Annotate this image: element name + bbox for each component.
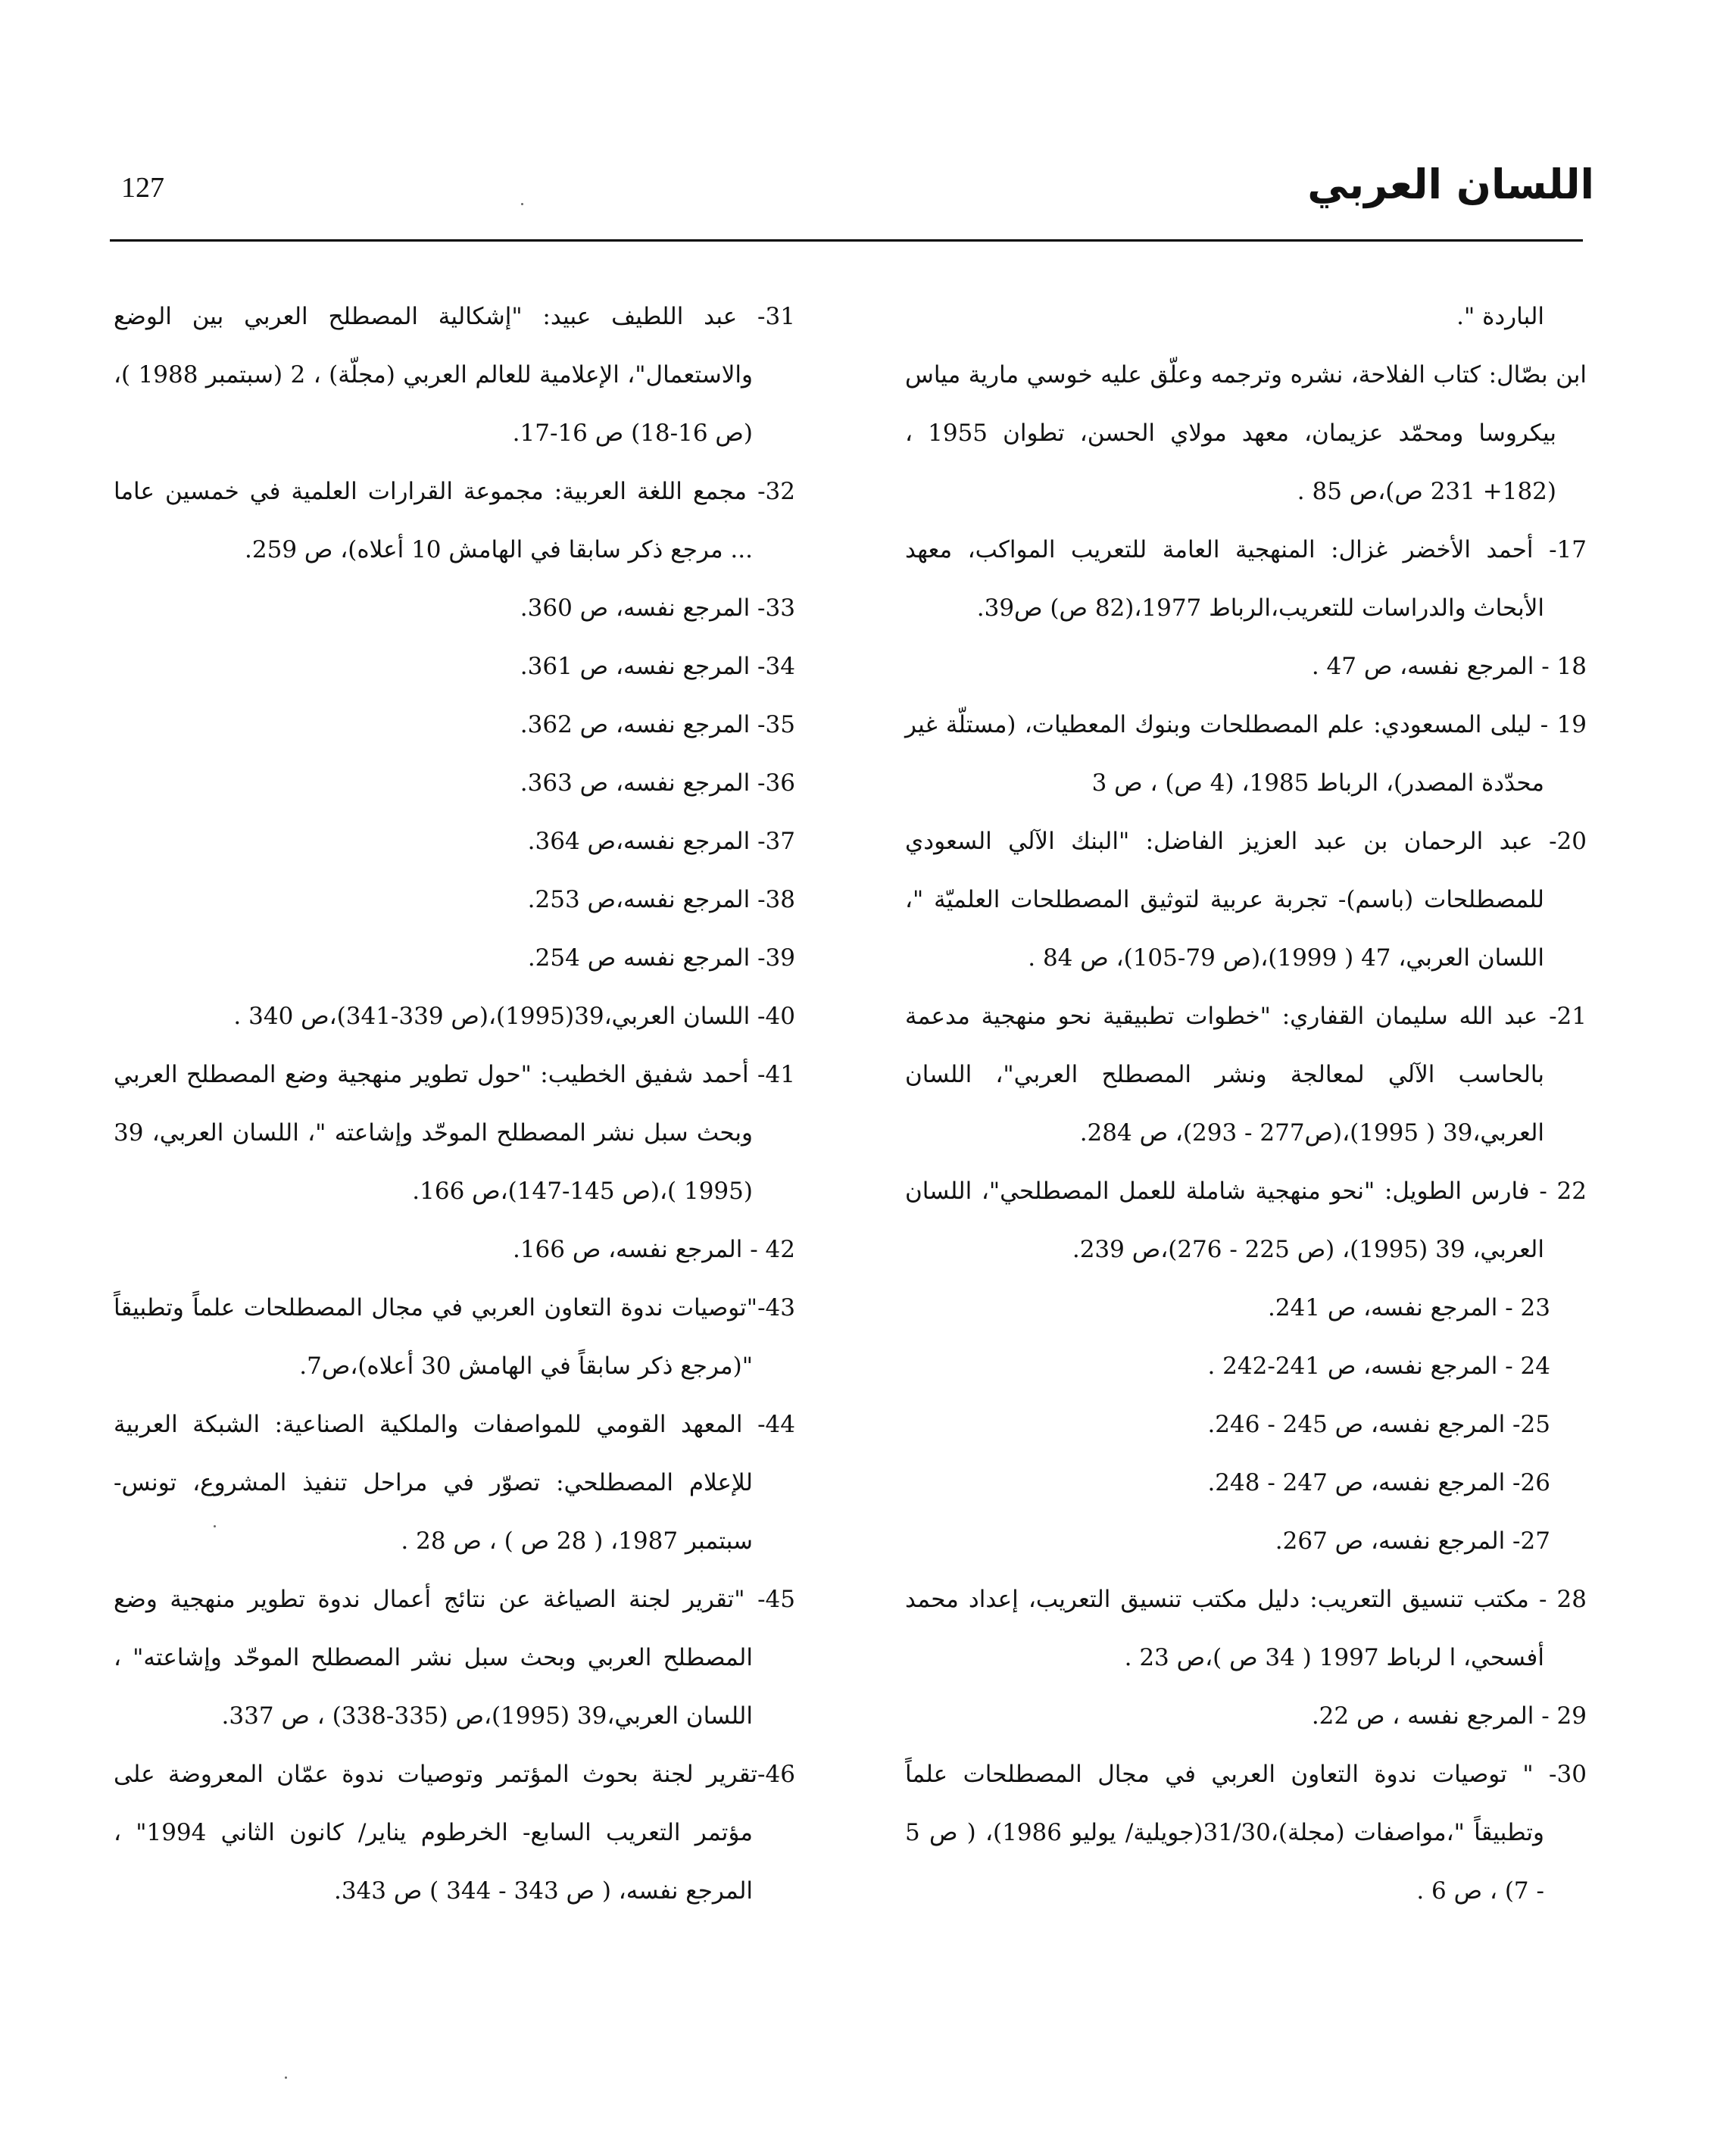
footnote-entry: 31- عبد اللطيف عبيد: "إشكالية المصطلح العربي بين الوضع والاستعمال"، الإعلامية للعالم العربي (مجلّة) ، 2 (سبتمبر 1988 )، (ص 16-18) ص 16-17. xyxy=(114,303,795,447)
footnotes-right-column xyxy=(905,288,1587,1920)
footnote-entry: 39- المرجع نفسه ص 254. xyxy=(527,944,795,972)
footnote-entry: 42 - المرجع نفسه، ص 166. xyxy=(512,1236,795,1263)
footnote-entry: 44- المعهد القومي للمواصفات والملكية الصناعية: الشبكة العربية للإعلام المصطلحي: تصوّر في مراحل تنفيذ المشروع، تونس- سبتمبر 1987، ( 28 ص ) ، ص 28 . xyxy=(114,1411,795,1555)
footnote-entry: 26- المرجع نفسه، ص 247 - 248. xyxy=(1207,1469,1550,1496)
footnote-entry: 34- المرجع نفسه، ص 361. xyxy=(520,653,795,680)
footnote-entry: 22 - فارس الطويل: "نحو منهجية شاملة للعمل المصطلحي"، اللسان العربي، 39 (1995)، (ص 225 - 276)،ص 239. xyxy=(905,1178,1587,1263)
footnote-entry: 20- عبد الرحمان بن عبد العزيز الفاضل: "البنك الآلي السعودي للمصطلحات (باسم)- تجربة عربية لتوثيق المصطلحات العلميّة "، اللسان العربي، 47 ( 1999)،(ص 79-105)، ص 84 . xyxy=(905,828,1587,972)
footnote-entry: 32- مجمع اللغة العربية: مجموعة القرارات العلمية في خمسين عاما ... مرجع ذكر سابقا في الهامش 10 أعلاه)، ص 259. xyxy=(114,478,795,563)
footnotes-left-column xyxy=(114,288,795,1920)
scan-speck xyxy=(521,203,523,205)
footnote-entry: 27- المرجع نفسه، ص 267. xyxy=(1275,1527,1550,1555)
footnote-entry: 43-"توصيات ندوة التعاون العربي في مجال المصطلحات علماً وتطبيقاً "(مرجع ذكر سابقاً في الهامش 30 أعلاه)،ص7. xyxy=(114,1294,795,1380)
footnote-entry: 21- عبد الله سليمان القفاري: "خطوات تطبيقية نحو منهجية مدعمة بالحاسب الآلي لمعالجة ونشر المصطلح العربي"، اللسان العربي،39 ( 1995)،(ص277 - 293)، ص 284. xyxy=(905,1003,1587,1147)
footnote-entry: 36- المرجع نفسه، ص 363. xyxy=(520,769,795,797)
footnote-entry: 28 - مكتب تنسيق التعريب: دليل مكتب تنسيق التعريب، إعداد محمد أفسحي، ا لرباط 1997 ( 34 ص )،ص 23 . xyxy=(905,1586,1587,1671)
footnote-entry: الباردة ". xyxy=(1456,303,1544,330)
footnote-entry: 33- المرجع نفسه، ص 360. xyxy=(520,594,795,622)
footnote-entry: 29 - المرجع نفسه ، ص 22. xyxy=(1311,1702,1587,1730)
footnote-entry: 23 - المرجع نفسه، ص 241. xyxy=(1267,1294,1550,1321)
footnote-entry: 45- "تقرير لجنة الصياغة عن نتائج أعمال ندوة تطوير منهجية وضع المصطلح العربي وبحث سبل نشر المصطلح الموحّد وإشاعته" ، اللسان العربي،39 (1995)،ص (335-338) ، ص 337. xyxy=(114,1586,795,1730)
journal-logo: اللسان العربي xyxy=(1307,161,1594,208)
footnote-entry: 40- اللسان العربي،39(1995)،(ص 339-341)،ص 340 . xyxy=(233,1003,795,1030)
footnote-entry: 46-تقرير لجنة بحوث المؤتمر وتوصيات ندوة عمّان المعروضة على مؤتمر التعريب السابع- الخرطوم يناير/ كانون الثاني 1994" ، المرجع نفسه، ( ص 343 - 344 ) ص 343. xyxy=(114,1761,795,1905)
footnote-entry: 38- المرجع نفسه،ص 253. xyxy=(527,886,795,913)
footnote-entry: 37- المرجع نفسه،ص 364. xyxy=(527,828,795,855)
footnote-entry: 25- المرجع نفسه، ص 245 - 246. xyxy=(1207,1411,1550,1438)
footnote-entry: 24 - المرجع نفسه، ص 241-242 . xyxy=(1207,1353,1550,1380)
footnote-entry: 41- أحمد شفيق الخطيب: "حول تطوير منهجية وضع المصطلح العربي وبحث سبل نشر المصطلح الموحّد وإشاعته "، اللسان العربي، 39 (1995 )،(ص 145-147)،ص 166. xyxy=(114,1061,795,1205)
scan-speck xyxy=(285,2076,287,2079)
scan-speck xyxy=(214,1525,216,1527)
footnote-entry: 35- المرجع نفسه، ص 362. xyxy=(520,711,795,738)
footnote-entry: 30- " توصيات ندوة التعاون العربي في مجال المصطلحات علماً وتطبيقاً "،مواصفات (مجلة)،31/30(جويلية/ يوليو 1986)، ( ص 5 - 7) ، ص 6 . xyxy=(905,1761,1587,1905)
footnote-entry: 19 - ليلى المسعودي: علم المصطلحات وبنوك المعطيات، (مستلّة غير محدّدة المصدر)، الرباط 1985، (4 ص) ، ص 3 xyxy=(905,711,1587,797)
footnote-entry: 17- أحمد الأخضر غزال: المنهجية العامة للتعريب المواكب، معهد الأبحاث والدراسات للتعريب،الرباط 1977،(82 ص) ص39. xyxy=(905,536,1587,622)
footnote-entry: 18 - المرجع نفسه، ص 47 . xyxy=(1311,653,1587,680)
page-number: 127 xyxy=(121,172,164,204)
header-rule xyxy=(110,239,1583,242)
footnote-entry: ابن بصّال: كتاب الفلاحة، نشره وترجمه وعلّق عليه خوسي مارية مياس بيكروسا ومحمّد عزيمان، معهد مولاي الحسن، تطوان 1955 ، (182+ 231 ص)،ص 85 . xyxy=(905,361,1587,505)
